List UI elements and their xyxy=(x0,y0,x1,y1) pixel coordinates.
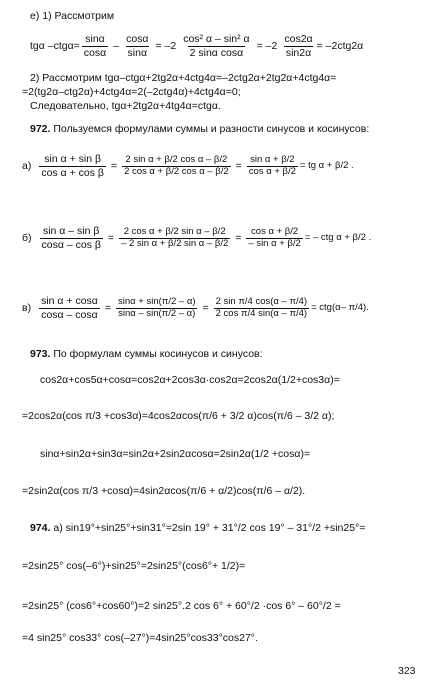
fraction: $\frac{\sin\alpha}{\cos\alpha}$ xyxy=(83,33,107,59)
e-equation: tgα –ctgα= $\frac{\sin\alpha}{\cos\alpha}$ – $\frac{\cos\alpha}{\sin\alpha}$ = –2 $\frac{\text{cos² α – sin² α}}{\text{2 sinα cosα}}$ = –2 $\frac{\cos 2\alpha}{\sin 2\alpha}$ = –2ctg2α xyxy=(30,33,364,59)
fraction: $\frac{\cos\alpha}{\sin\alpha}$ xyxy=(126,33,149,59)
problem-972-heading: 972. Пользуемся формулами суммы и разности синусов и косинусов: xyxy=(30,123,370,135)
e-line4: Следовательно, tgα+2tg2α+4tg4α=ctgα. xyxy=(30,100,221,112)
fraction: $\frac{\text{2 sin α + β/2 cos α – β/2}}{\text{2 cos α + β/2 cos α – β/2}}$ xyxy=(124,153,229,177)
problem-973-heading: 973. По формулам суммы косинусов и синусов: xyxy=(30,348,263,360)
fraction: $\frac{\cos 2\alpha}{\sin 2\alpha}$ xyxy=(284,33,313,59)
problem-974-line1: 974. а) sin19°+sin25°+sin31°=2sin 19° + 31°/2 cos 19° – 31°/2 +sin25°= xyxy=(30,522,366,534)
fraction: $\frac{\text{cos² α – sin² α}}{\text{2 sinα cosα}}$ xyxy=(183,33,250,59)
e-line3: =2(tg2α–ctg2α)+4ctg4α=2(–2ctg4α)+4ctg4α=0; xyxy=(22,86,241,98)
problem-973-line1: cos2α+cos5α+cosα=cos2α+2cos3α·cos2α=2cos2α(1/2+cos3α)= xyxy=(40,374,340,386)
e-line2: 2) Рассмотрим tgα–ctgα+2tg2α+4ctg4α=–2ctg2α+2tg2α+4ctg4α= xyxy=(30,72,337,84)
e-heading: e) 1) Рассмотрим xyxy=(30,10,115,22)
problem-974-line2: =2sin25° cos(–6°)+sin25°=2sin25°(cos6°+ 1/2)= xyxy=(22,560,246,572)
problem-974-line3: =2sin25° (cos6°+cos60°)=2 sin25°.2 cos 6° + 60°/2 ·cos 6° – 60°/2 = xyxy=(22,600,341,612)
problem-972a: а) $\frac{\text{sin α + sin β}}{\text{cos α + cos β}}$ = $\frac{\text{2 sin α + β/2 cos α – β/2}}{\text{2 cos α + β/2 cos α – β/2}}$ = $\frac{\text{sin α + β/2}}{\text{cos α + β/2}}$ = tg α + β/2 . xyxy=(22,153,354,179)
problem-974-line4: =4 sin25° cos33° cos(–27°)=4sin25°cos33°cos27°. xyxy=(22,632,258,644)
problem-972v: в) $\frac{\text{sin α + cosα}}{\cos\alpha - \cos\alpha}$ = $\frac{\sin\alpha + \sin(\pi/2 - \alpha)}{\sin\alpha - \sin(\pi/2 - \alpha)}$ = $\frac{\text{2 sin π/4 cos(α – π/4)}}{\text{2 cos π/4 sin(α – π/4)}}$ = ctg(α– π/4). xyxy=(22,295,369,321)
problem-973-line2: =2cos2α(cos π/3 +cos3α)=4cos2αcos(π/6 + 3/2 α)cos(π/6 – 3/2 α); xyxy=(22,410,335,422)
page-number: 323 xyxy=(398,665,416,677)
e-lhs: tgα –ctgα= xyxy=(30,39,80,52)
problem-973-line3: sinα+sin2α+sin3α=sin2α+2sin2αcosα=2sin2α(1/2 +cosα)= xyxy=(40,448,311,460)
problem-973-line4: =2sin2α(cos π/3 +cosα)=4sin2αcos(π/6 + α/2)cos(π/6 – α/2). xyxy=(22,485,306,497)
problem-972b: б) $\frac{\text{sin α – sin β}}{\text{cosα – cos β}}$ = $\frac{\text{2 cos α + β/2 sin α – β/2}}{\text{– 2 sin α + β/2 sin α – β/2}}$ = $\frac{\text{cos α + β/2}}{\text{– sin α + β/2}}$ = – ctg α + β/2 . xyxy=(22,225,372,251)
